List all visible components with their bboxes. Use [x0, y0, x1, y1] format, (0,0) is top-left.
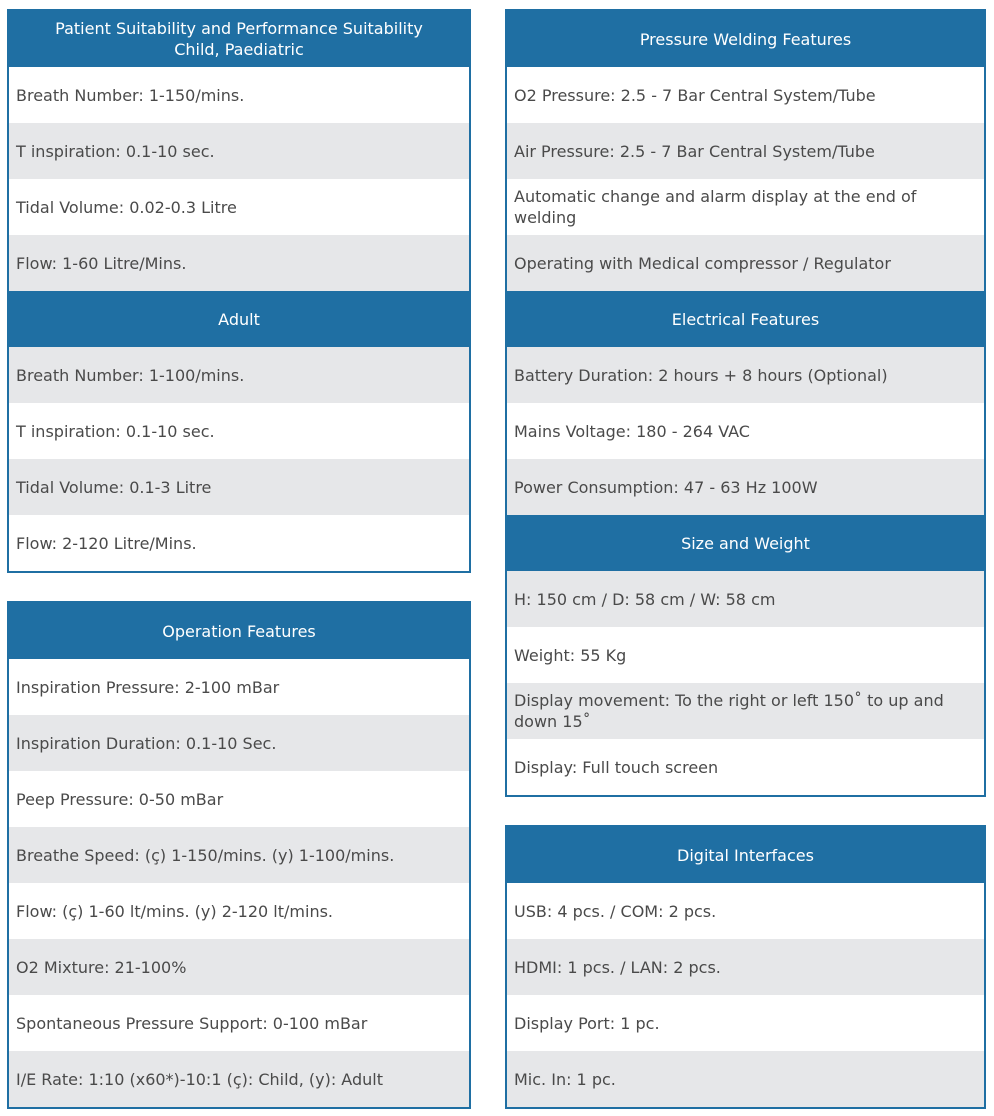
display-touch: Display: Full touch screen	[514, 757, 719, 777]
operation-features-header: Operation Features	[9, 603, 469, 659]
pressure-electrical-size-panel	[505, 9, 986, 797]
peep-pressure: Peep Pressure: 0-50 mBar	[16, 789, 224, 809]
o2-mixture: O2 Mixture: 21-100%	[9, 939, 469, 995]
inspiration-pressure: Inspiration Pressure: 2-100 mBar	[16, 677, 280, 697]
mic-in: Mic. In: 1 pc.	[507, 1051, 984, 1107]
operation-features-panel	[7, 601, 471, 1109]
operation-flow: Flow: (ç) 1-60 lt/mins. (y) 2-120 lt/mins.	[16, 901, 333, 921]
adult-tidal-volume: Tidal Volume: 0.1-3 Litre	[9, 459, 469, 515]
power-consumption: Power Consumption: 47 - 63 Hz 100W	[507, 459, 984, 515]
mains-voltage: Mains Voltage: 180 - 264 VAC	[514, 421, 750, 441]
child-tidal-volume: Tidal Volume: 0.02-0.3 Litre	[16, 197, 237, 217]
patient-suitability-panel	[7, 9, 471, 573]
adult-t-inspiration: T inspiration: 0.1-10 sec.	[16, 421, 215, 441]
digital-interfaces-panel	[505, 825, 986, 1109]
display-port: Display Port: 1 pc.	[514, 1013, 660, 1033]
breathe-speed: Breathe Speed: (ç) 1-150/mins. (y) 1-100/mins.	[9, 827, 469, 883]
dimensions: H: 150 cm / D: 58 cm / W: 58 cm	[507, 571, 984, 627]
adult-header: Adult	[9, 291, 469, 347]
usb-com: USB: 4 pcs. / COM: 2 pcs.	[514, 901, 717, 921]
child-paediatric-header: Patient Suitability and Performance Suitability Child, Paediatric	[9, 11, 469, 67]
child-flow: Flow: 1-60 Litre/Mins.	[9, 235, 469, 291]
adult-breath-number: Breath Number: 1-100/mins.	[9, 347, 469, 403]
child-breath-number: Breath Number: 1-150/mins.	[16, 85, 245, 105]
display-movement: Display movement: To the right or left 150˚ to up and down 15˚	[507, 683, 984, 739]
pressure-welding-header: Pressure Welding Features	[507, 11, 984, 67]
ie-rate: I/E Rate: 1:10 (x60*)-10:1 (ç): Child, (y): Adult	[9, 1051, 469, 1107]
digital-interfaces-header: Digital Interfaces	[507, 827, 984, 883]
medical-compressor: Operating with Medical compressor / Regulator	[507, 235, 984, 291]
battery-duration: Battery Duration: 2 hours + 8 hours (Optional)	[507, 347, 984, 403]
spontaneous-pressure-support: Spontaneous Pressure Support: 0-100 mBar	[16, 1013, 368, 1033]
adult-flow: Flow: 2-120 Litre/Mins.	[16, 533, 197, 553]
air-pressure: Air Pressure: 2.5 - 7 Bar Central System/Tube	[507, 123, 984, 179]
o2-pressure: O2 Pressure: 2.5 - 7 Bar Central System/Tube	[514, 85, 876, 105]
child-t-inspiration: T inspiration: 0.1-10 sec.	[9, 123, 469, 179]
automatic-change-alarm: Automatic change and alarm display at the end of welding	[514, 187, 917, 227]
inspiration-duration: Inspiration Duration: 0.1-10 Sec.	[9, 715, 469, 771]
weight: Weight: 55 Kg	[514, 645, 627, 665]
size-weight-header: Size and Weight	[507, 515, 984, 571]
hdmi-lan: HDMI: 1 pcs. / LAN: 2 pcs.	[507, 939, 984, 995]
electrical-features-header: Electrical Features	[507, 291, 984, 347]
